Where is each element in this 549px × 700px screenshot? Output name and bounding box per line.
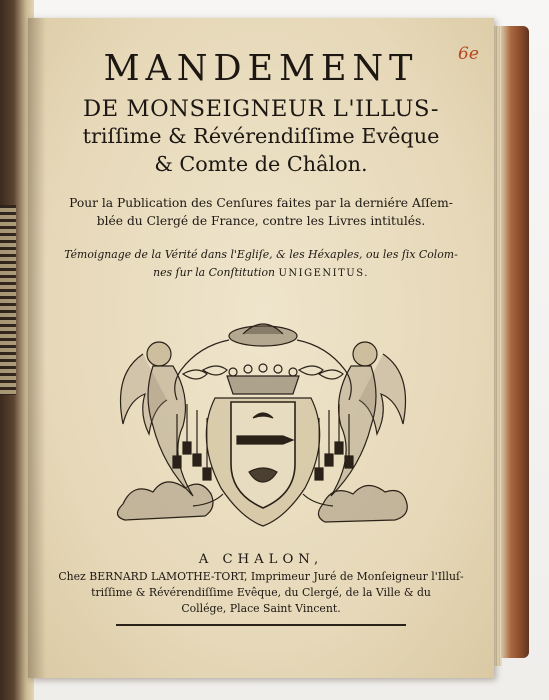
publication-line-1: Pour la Publication des Cenſures faites par la derniére Aſſem- xyxy=(69,196,453,210)
imprint-line-3: Collége, Place Saint Vincent. xyxy=(181,602,341,615)
book-cover-edge xyxy=(501,26,529,658)
bottom-rule xyxy=(116,624,406,626)
imprint-line-1: Chez BERNARD LAMOTHE-TORT, Imprimeur Juré de Monſeigneur l'Illuſ- xyxy=(58,570,464,583)
previous-page-ornament xyxy=(0,205,16,395)
coat-of-arms-engraving xyxy=(103,314,423,532)
title-line-3: triſſime & Révérendiſſime Evêque xyxy=(82,124,440,148)
imprint-line-2: triſſime & Révérendiſſime Evêque, du Clergé, de la Ville & du xyxy=(91,586,431,599)
imprint-city: A CHALON, xyxy=(198,552,324,567)
temoignage-line-2 xyxy=(28,266,494,279)
title-line-2: DE MONSEIGNEUR L'ILLUS- xyxy=(82,96,439,122)
title-line-4: & Comte de Châlon. xyxy=(154,152,368,176)
handwritten-shelfmark: 6e xyxy=(458,44,479,64)
temoignage-line-1: Témoignage de la Vérité dans l'Egliſe, & les Héxaples, ou les ſix Colom- xyxy=(64,248,458,261)
title-mandement: MANDEMENT xyxy=(103,48,419,89)
temoignage-line-2-text: nes ſur la Conſtitution xyxy=(153,266,279,279)
publication-line-2: blée du Clergé de France, contre les Livres intitulés. xyxy=(96,214,426,228)
unigenitus-word: UNIGENITUS. xyxy=(278,268,369,279)
title-page xyxy=(28,18,494,678)
